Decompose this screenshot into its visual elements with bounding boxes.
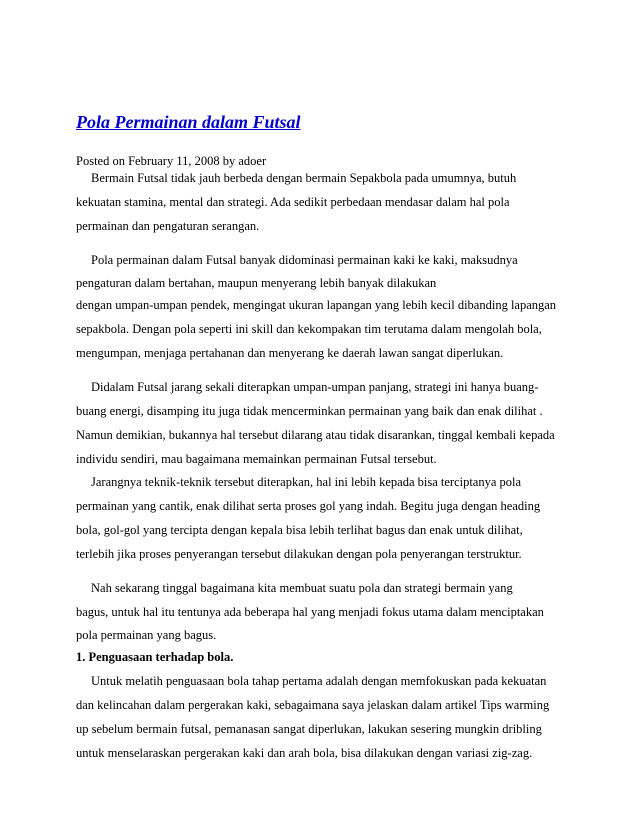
- paragraph-line: buang energi, disamping itu juga tidak mencerminkan permainan yang baik dan enak dilihat .: [76, 404, 543, 418]
- paragraph-line: Nah sekarang tinggal bagaimana kita membuat suatu pola dan strategi bermain yang: [91, 581, 513, 595]
- paragraph-line: permainan yang cantik, enak dilihat serta proses gol yang indah. Begitu juga dengan heading: [76, 499, 541, 513]
- paragraph-line: Bermain Futsal tidak jauh berbeda dengan bermain Sepakbola pada umumnya, butuh: [91, 171, 517, 185]
- paragraph-line: individu sendiri, mau bagaimana memainkan permainan Futsal tersebut.: [76, 452, 437, 466]
- paragraph-line: bola, gol-gol yang tercipta dengan kepala bisa lebih terlihat bagus dan enak untuk dilihat,: [76, 523, 523, 537]
- paragraph-line: Pola permainan dalam Futsal banyak didominasi permainan kaki ke kaki, maksudnya: [91, 253, 518, 267]
- paragraph-line: Didalam Futsal jarang sekali diterapkan umpan-umpan panjang, strategi ini hanya buang-: [91, 380, 539, 394]
- paragraph-line: pola permainan yang bagus.: [76, 628, 217, 642]
- article-title-link[interactable]: Pola Permainan dalam Futsal: [76, 112, 301, 132]
- paragraph-line: Untuk melatih penguasaan bola tahap pertama adalah dengan memfokuskan pada kekuatan: [91, 674, 547, 688]
- paragraph-line: Jarangnya teknik-teknik tersebut diterapkan, hal ini lebih kepada bisa terciptanya pola: [91, 475, 522, 489]
- paragraph-line: pengaturan dalam bertahan, maupun menyerang lebih banyak dilakukan: [76, 276, 437, 290]
- paragraph-line: untuk menselaraskan pergerakan kaki dan arah bola, bisa dilakukan dengan variasi zig-zag.: [76, 746, 533, 760]
- paragraph-line: dan kelincahan dalam pergerakan kaki, sebagaimana saya jelaskan dalam artikel Tips warming: [76, 698, 550, 712]
- paragraph-line: mengumpan, menjaga pertahanan dan menyerang ke daerah lawan sangat diperlukan.: [76, 346, 504, 360]
- section-heading: 1. Penguasaan terhadap bola.: [76, 650, 234, 664]
- paragraph-line: dengan umpan-umpan pendek, mengingat ukuran lapangan yang lebih kecil dibanding lapangan: [76, 298, 557, 312]
- paragraph-line: bagus, untuk hal itu tentunya ada beberapa hal yang menjadi fokus utama dalam menciptakan: [76, 605, 544, 619]
- paragraph-line: up sebelum bermain futsal, pemanasan sangat diperlukan, lakukan sesering mungkin dribling: [76, 722, 542, 736]
- paragraph-line: sepakbola. Dengan pola seperti ini skill dan kekompakan tim terutama dalam mengolah bola,: [76, 322, 542, 336]
- paragraph-line: permainan dan pengaturan serangan.: [76, 219, 260, 233]
- paragraph-line: Namun demikian, bukannya hal tersebut dilarang atau tidak disarankan, tinggal kembali kepada: [76, 428, 555, 442]
- paragraph-line: terlebih jika proses penyerangan tersebut dilakukan dengan pola penyerangan terstruktur.: [76, 547, 522, 561]
- paragraph-line: kekuatan stamina, mental dan strategi. Ada sedikit perbedaan mendasar dalam hal pola: [76, 195, 510, 209]
- post-meta: Posted on February 11, 2008 by adoer: [76, 154, 267, 168]
